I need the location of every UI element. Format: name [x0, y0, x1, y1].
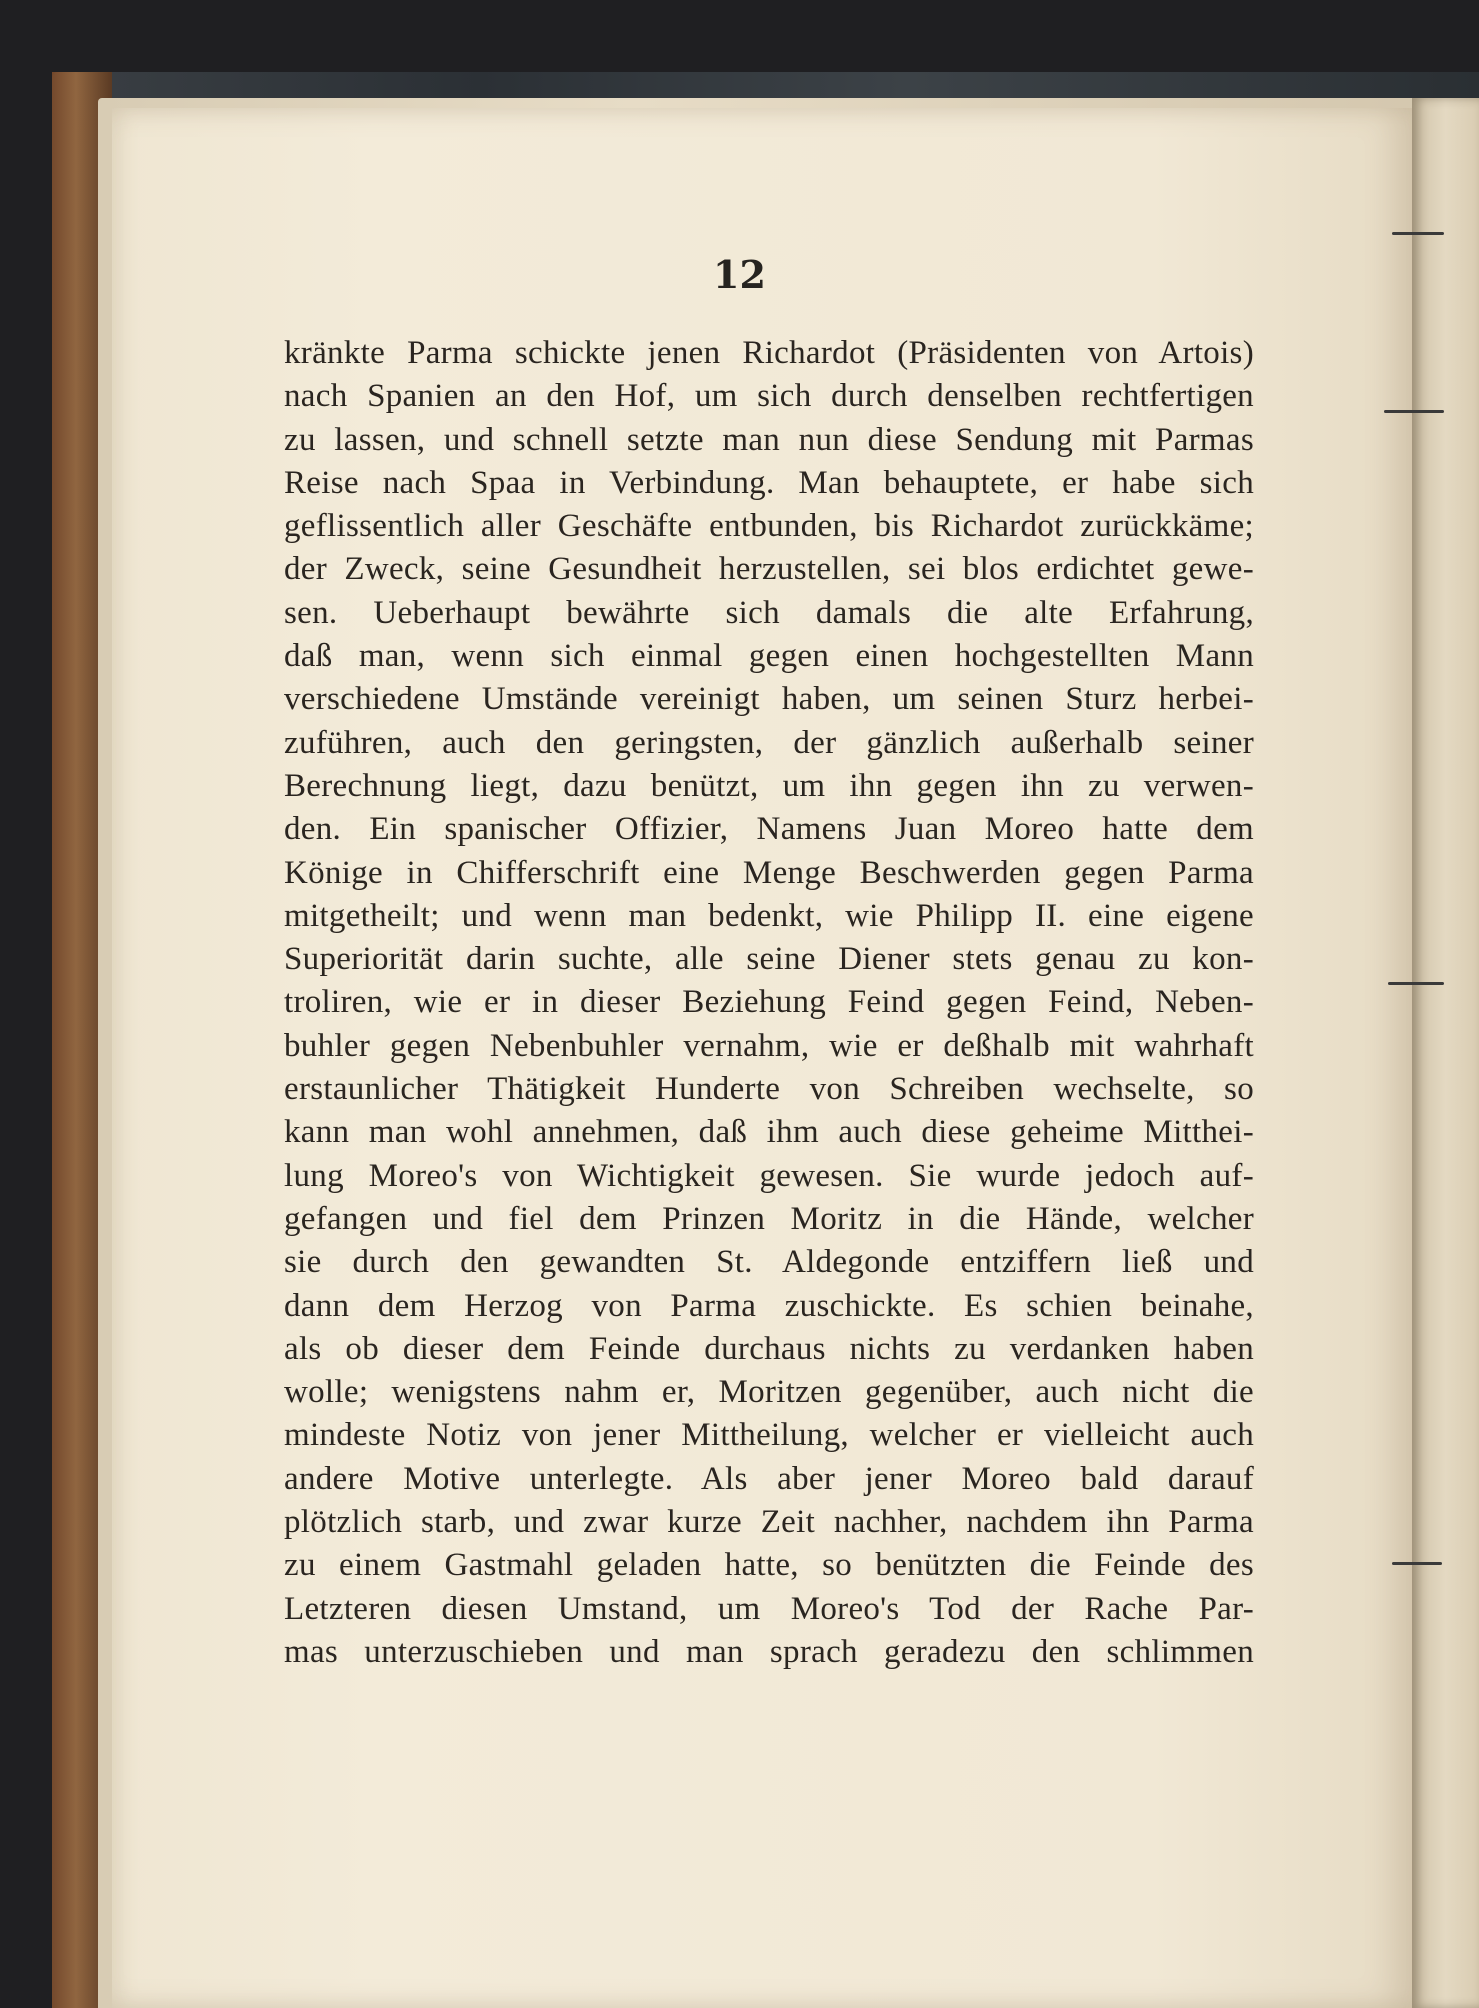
text-line: den. Ein spanischer Offizier, Namens Juan Moreo hatte dem [284, 811, 1254, 848]
text-line: plötzlich starb, und zwar kurze Zeit nachher, nachdem ihn Parma [284, 1504, 1254, 1541]
text-line: buhler gegen Nebenbuhler vernahm, wie er deßhalb mit wahrhaft [284, 1027, 1254, 1064]
text-line: gefangen und fiel dem Prinzen Moritz in die Hände, welcher [284, 1200, 1254, 1237]
text-line: mitgetheilt; und wenn man bedenkt, wie Philipp II. eine eigene [284, 897, 1254, 934]
text-line: zuführen, auch den geringsten, der gänzlich außerhalb seiner [284, 724, 1254, 761]
text-line: wolle; wenigstens nahm er, Moritzen gegenüber, auch nicht die [284, 1374, 1254, 1411]
text-line: Reise nach Spaa in Verbindung. Man behauptete, er habe sich [284, 464, 1254, 501]
text-line: dann dem Herzog von Parma zuschickte. Es schien beinahe, [284, 1287, 1254, 1324]
text-line: nach Spanien an den Hof, um sich durch denselben rechtfertigen [284, 378, 1254, 415]
text-line: zu lassen, und schnell setzte man nun diese Sendung mit Parmas [284, 421, 1254, 458]
text-line: mas unterzuschieben und man sprach geradezu den schlimmen [284, 1633, 1254, 1670]
text-line: daß man, wenn sich einmal gegen einen hochgestellten Mann [284, 638, 1254, 675]
text-line: sen. Ueberhaupt bewährte sich damals die alte Erfahrung, [284, 594, 1254, 631]
text-line: Letzteren diesen Umstand, um Moreo's Tod der Rache Par- [284, 1590, 1254, 1627]
margin-mark [1392, 1562, 1442, 1565]
text-line: lung Moreo's von Wichtigkeit gewesen. Sie wurde jedoch auf- [284, 1157, 1254, 1194]
text-line: erstaunlicher Thätigkeit Hunderte von Schreiben wechselte, so [284, 1071, 1254, 1108]
facing-page-edge [1412, 98, 1479, 2008]
text-line: zu einem Gastmahl geladen hatte, so benützten die Feinde des [284, 1547, 1254, 1584]
text-line: kann man wohl annehmen, daß ihm auch diese geheime Mitthei- [284, 1114, 1254, 1151]
text-line: geflissentlich aller Geschäfte entbunden, bis Richardot zurückkäme; [284, 508, 1254, 545]
text-line: mindeste Notiz von jener Mittheilung, welcher er vielleicht auch [284, 1417, 1254, 1454]
margin-mark [1384, 410, 1444, 413]
page-number: 12 [713, 252, 766, 297]
text-line: troliren, wie er in dieser Beziehung Feind gegen Feind, Neben- [284, 984, 1254, 1021]
margin-mark [1388, 982, 1444, 985]
text-line: Könige in Chifferschrift eine Menge Beschwerden gegen Parma [284, 854, 1254, 891]
text-line: der Zweck, seine Gesundheit herzustellen, sei blos erdichtet gewe- [284, 551, 1254, 588]
text-line: als ob dieser dem Feinde durchaus nichts zu verdanken haben [284, 1330, 1254, 1367]
text-line: kränkte Parma schickte jenen Richardot (Präsidenten von Artois) [284, 335, 1254, 371]
text-line: Superiorität darin suchte, alle seine Diener stets genau zu kon- [284, 941, 1254, 978]
margin-mark [1392, 232, 1444, 235]
body-text [284, 332, 1254, 1674]
text-line: andere Motive unterlegte. Als aber jener Moreo bald darauf [284, 1460, 1254, 1497]
text-line: verschiedene Umstände vereinigt haben, um seinen Sturz herbei- [284, 681, 1254, 718]
text-line: sie durch den gewandten St. Aldegonde entziffern ließ und [284, 1244, 1254, 1281]
text-line: Berechnung liegt, dazu benützt, um ihn gegen ihn zu verwen- [284, 767, 1254, 804]
